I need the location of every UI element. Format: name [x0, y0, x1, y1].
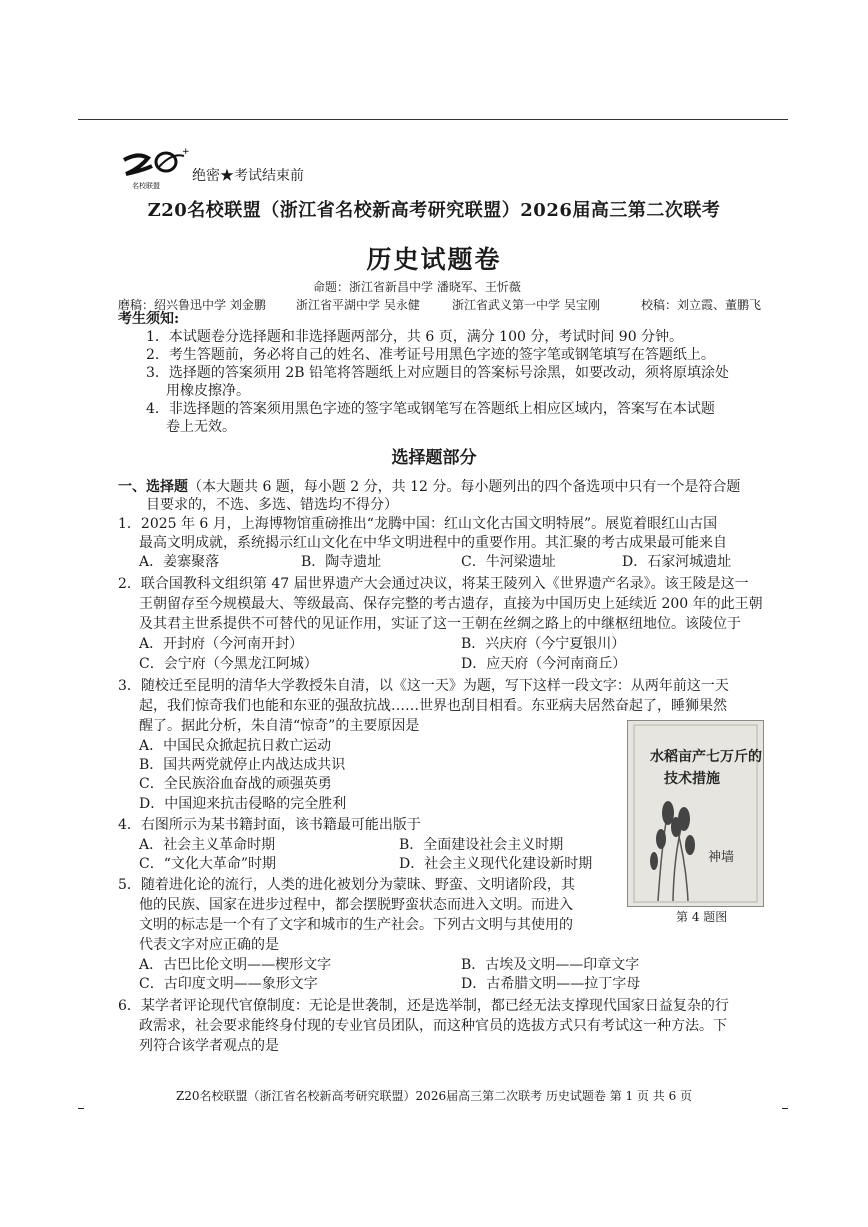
q3-option-b: B．国共两党就停止内战达成共识 [139, 757, 346, 773]
q5-stem-1: 5．随着进化论的流行，人类的进化被划分为蒙昧、野蛮、文明诸阶段，其 [118, 877, 575, 893]
proofreaders: 校稿：刘立霞、董鹏飞 [641, 298, 762, 312]
part-one-desc-cont: 目要求的，不选、多选、错选均不得分） [146, 497, 398, 513]
book-cover-illustration [628, 721, 763, 906]
q4-option-d: D．社会主义现代化建设新时期 [399, 856, 593, 872]
part-one-label: 一、选择题 [118, 479, 188, 495]
q5-option-d: D．古希腊文明——拉丁字母 [461, 976, 641, 992]
q4-stem-1: 4．右图所示为某书籍封面，该书籍最可能出版于 [118, 817, 421, 833]
q1-option-d: D．石家河城遗址 [622, 554, 732, 570]
confidential-label: 绝密★考试结束前 [192, 168, 304, 184]
z20-logo-icon [118, 148, 192, 190]
q4-option-c: C．“文化大革命”时期 [139, 856, 277, 872]
q2-option-c: C．会宁府（今黑龙江阿城） [139, 656, 318, 672]
q3-stem-2: 起，我们惊奇我们也能和东亚的强敌抗战……世界也刮目相看。东亚病夫居然奋起了，睡狮果然 [139, 698, 727, 714]
notice-line-2: 2．考生答题前，务必将自己的姓名、准考证号用黑色字迹的签字笔或钢笔填写在答题纸上。 [146, 347, 715, 363]
q2-stem-1: 2．联合国教科文组织第 47 届世界遗产大会通过决议，将某王陵列入《世界遗产名录》。该王陵是这一 [118, 576, 749, 592]
book-author: 神墙 [708, 850, 735, 865]
exam-title: Z20名校联盟（浙江省名校新高考研究联盟）2026届高三第二次联考 [147, 200, 721, 221]
q3-stem-3: 醒了。据此分析，朱自清“惊奇”的主要原因是 [139, 718, 420, 734]
section-title: 选择题部分 [391, 448, 477, 468]
q6-stem-2: 政需求，社会要求能终身付现的专业官员团队，而这种官员的选拔方式只有考试这一种方法。下 [139, 1018, 727, 1034]
q4-option-a: A．社会主义革命时期 [139, 837, 276, 853]
q5-option-a: A．古巴比伦文明——楔形文字 [139, 957, 332, 973]
q3-stem-1: 3．随校迁至昆明的清华大学教授朱自清，以《这一天》为题，写下这样一段文字：从两年前这一天 [118, 678, 729, 694]
notice-line-4-cont: 卷上无效。 [166, 419, 236, 435]
reviewer-1: 磨稿：绍兴鲁迅中学 刘金鹏 [118, 298, 266, 312]
page-footer: Z20名校联盟（浙江省名校新高考研究联盟）2026届高三第二次联考 历史试题卷 第 1 页 共 6 页 [175, 1089, 693, 1103]
logo-text: 名校联盟 [132, 182, 160, 190]
q1-stem-2: 最高文明成就，系统揭示红山文化在中华文明进程中的重要作用。其汇聚的考古成果最可能来自 [139, 535, 727, 551]
reviewer-2: 浙江省平湖中学 吴永健 [296, 298, 420, 312]
part-one-desc: （本大题共 6 题，每小题 2 分，共 12 分。每小题列出的四个备选项中只有一个是符合题 [188, 479, 741, 495]
q2-option-b: B．兴庆府（今宁夏银川） [461, 636, 626, 652]
q6-stem-3: 列符合该学者观点的是 [139, 1038, 279, 1054]
book-title-line-1: 水稻亩产七万斤的 [650, 749, 762, 765]
q1-stem-1: 1．2025 年 6 月，上海博物馆重磅推出“龙腾中国：红山文化古国文明特展”。展览着眼红山古国 [118, 516, 718, 532]
q5-stem-2: 他的民族、国家在进步过程中，都会摆脱野蛮状态而进入文明。而进入 [139, 897, 573, 913]
q1-option-a: A．姜寨聚落 [139, 554, 220, 570]
q5-option-b: B．古埃及文明——印章文字 [461, 957, 640, 973]
q5-stem-3: 文明的标志是一个有了文字和城市的生产社会。下列古文明与其使用的 [139, 917, 573, 933]
setters-line: 命题：浙江省新昌中学 潘晓军、王忻薇 [313, 280, 521, 294]
book-cover-image [627, 720, 764, 907]
notice-line-3-cont: 用橡皮擦净。 [166, 383, 250, 399]
book-title-line-2: 技术措施 [664, 771, 720, 787]
reviewer-3: 浙江省武义第一中学 吴宝刚 [452, 298, 600, 312]
q3-option-a: A．中国民众掀起抗日救亡运动 [139, 738, 332, 754]
q4-option-b: B．全面建设社会主义时期 [399, 837, 564, 853]
notice-heading: 考生须知: [118, 311, 180, 327]
q2-stem-2: 王朝留存至今规模最大、等级最高、保存完整的考古遗存，直接为中国历史上延续近 200 年的此王朝 [139, 596, 763, 612]
q3-option-c: C．全民族浴血奋战的顽强英勇 [139, 776, 332, 792]
q1-option-c: C．牛河梁遗址 [461, 554, 556, 570]
notice-line-4: 4．非选择题的答案须用黑色字迹的签字笔或钢笔写在答题纸上相应区域内，答案写在本试题 [146, 401, 715, 417]
q2-stem-3: 及其君主世系提供不可替代的见证作用，实证了这一王朝在丝绸之路上的中继枢纽地位。该陵位于 [139, 616, 741, 632]
crop-mark-left [78, 1108, 84, 1109]
q5-option-c: C．古印度文明——象形文字 [139, 976, 318, 992]
notice-line-1: 1．本试题卷分选择题和非选择题两部分，共 6 页，满分 100 分，考试时间 90 分钟。 [146, 329, 684, 345]
q6-stem-1: 6．某学者评论现代官僚制度：无论是世袭制，还是选举制，都已经无法支撑现代国家日益复杂的行 [118, 998, 729, 1014]
q5-stem-4: 代表文字对应正确的是 [139, 937, 279, 953]
q2-option-d: D．应天府（今河南商丘） [461, 656, 627, 672]
paper-title: 历史试题卷 [366, 245, 502, 274]
notice-line-3: 3．选择题的答案须用 2B 铅笔将答题纸上对应题目的答案标号涂黑，如要改动，须将原填涂处 [146, 365, 730, 381]
figure-caption: 第 4 题图 [676, 910, 728, 924]
svg-text:+: + [182, 148, 190, 157]
top-rule [78, 119, 788, 120]
part-one-heading [118, 478, 740, 496]
crop-mark-right [782, 1108, 788, 1109]
q1-option-b: B．陶寺遗址 [301, 554, 382, 570]
q3-option-d: D．中国迎来抗击侵略的完全胜利 [139, 796, 347, 812]
q2-option-a: A．开封府（今河南开封） [139, 636, 304, 652]
